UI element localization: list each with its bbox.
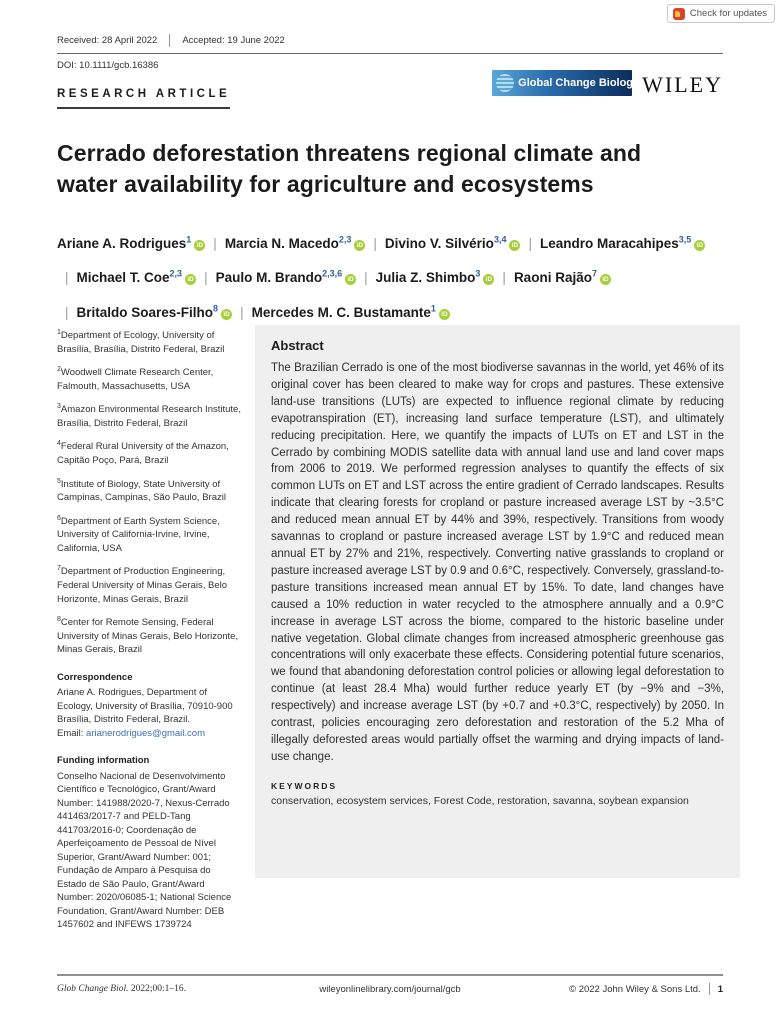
orcid-icon[interactable]: iD <box>483 274 494 285</box>
page-title: Cerrado deforestation threatens regional climate and water availability for agriculture and ecosystems <box>57 140 642 197</box>
affiliation-item: $^8$Center for Remote Sensing, Federal University of Minas Gerais, Belo Horizonte, Minas Gerais, Brazil <box>57 616 239 656</box>
affiliation-item: $^6$Department of Earth System Science, University of California-Irvine, Irvine, California, USA <box>57 514 220 554</box>
correspondence-heading: Correspondence <box>57 671 133 683</box>
author-separator: | <box>213 235 217 251</box>
author-affiliation-sup: 7 <box>591 268 597 279</box>
received-date: Received: 28 April 2022 <box>57 35 158 46</box>
article-type-label: RESEARCH ARTICLE <box>57 88 230 109</box>
author-separator: | <box>204 270 208 285</box>
author-separator: | <box>528 235 532 251</box>
affiliation-item: $^4$Federal Rural University of the Amazon, Capitão Poço, Pará, Brazil <box>57 440 229 467</box>
doi: DOI: 10.1111/gcb.16386 <box>57 60 159 71</box>
affiliation-item: $^2$Woodwell Climate Research Center, Falmouth, Massachusetts, USA <box>57 366 214 392</box>
page-number: 1 <box>717 983 723 995</box>
funding-text: Conselho Nacional de Desenvolvimento Científico e Tecnológico, Grant/Award Number: 141988/2020-7, Nexus-Cerrado 441463/2017-7 and PELD-Tang 441703/2016-0; Coordenação de Aperfeiçoamento de Pessoal de Nível Superior, Grant/Award Number: 001; Fundação de Amparo à Pesquisa do Estado de São Paulo, Grant/Award Number: 2020/06085-1; National Science Foundation, Grant/Award Number: DEB 1457602 and INFEWS 1739724 <box>57 770 232 931</box>
author-affiliation-sup: 2,3 <box>338 234 352 244</box>
author-separator: | <box>65 270 69 285</box>
publisher-logo: WILEY <box>642 72 723 97</box>
author: Michael T. Coe$^{2,3}$iD <box>77 270 197 285</box>
author-affiliation-sup: 1 <box>186 234 192 244</box>
authors-line <box>57 224 737 328</box>
author-affiliation-sup: 2,3 <box>169 268 183 279</box>
page-footer <box>57 974 723 995</box>
orcid-icon[interactable]: iD <box>185 274 196 285</box>
globe-icon <box>496 74 514 92</box>
check-for-updates-button[interactable] <box>667 4 775 23</box>
author: Marcia N. Macedo$^{2,3}$iD <box>225 236 366 251</box>
affiliation-item: $^1$Department of Ecology, University of Brasília, Brasília, Distrito Federal, Brazil <box>57 329 225 355</box>
author: Julia Z. Shimbo$^3$iD <box>376 270 495 285</box>
author-affiliation-sup: 2,3,6 <box>322 268 343 279</box>
journal-brand <box>492 70 723 96</box>
author: Leandro Maracahipes$^{3,5}$iD <box>540 236 705 251</box>
keywords-heading: KEYWORDS <box>271 780 338 791</box>
affiliation-item: $^3$Amazon Environmental Research Institute, Brasília, Distrito Federal, Brazil <box>57 403 241 429</box>
keywords-text: conservation, ecosystem services, Forest Code, restoration, savanna, soybean expansion <box>271 794 689 807</box>
author-separator: | <box>373 235 377 251</box>
author-separator: | <box>364 270 368 285</box>
abstract-heading: Abstract <box>271 338 324 353</box>
author: Divino V. Silvério$^{3,4}$iD <box>385 236 521 251</box>
check-for-updates-label: Check for updates <box>689 8 767 19</box>
left-column <box>57 326 242 932</box>
orcid-icon[interactable]: iD <box>354 240 365 251</box>
journal-citation: Glob Change Biol. 2022;00:1–16. <box>57 984 187 994</box>
crossmark-icon <box>673 8 685 20</box>
orcid-icon[interactable]: iD <box>509 240 520 251</box>
author: Raoni Rajão$^7$iD <box>514 270 611 285</box>
journal-logo <box>492 70 640 96</box>
header-divider <box>169 34 170 47</box>
journal-name: Global Change Biology <box>518 77 640 89</box>
correspondence-text: Ariane A. Rodrigues, Department of Ecology, University of Brasília, 70910-900 Brasília, Distrito Federal, Brazil. <box>57 687 233 726</box>
affiliations-list <box>57 326 242 657</box>
copyright: © 2022 John Wiley & Sons Ltd. <box>569 983 701 995</box>
author-affiliation-sup: 3,4 <box>493 234 507 244</box>
orcid-icon[interactable]: iD <box>694 240 705 251</box>
author-affiliation-sup: 3 <box>475 268 481 279</box>
affiliation-item: $^7$Department of Production Engineering, Federal University of Minas Gerais, Belo Horizonte, Minas Gerais, Brazil <box>57 565 228 605</box>
accepted-date: Accepted: 19 June 2022 <box>182 35 285 46</box>
author-separator: | <box>502 270 506 285</box>
author-affiliation-sup: 8 <box>213 303 219 313</box>
author-affiliation-sup: 1 <box>430 303 436 313</box>
orcid-icon[interactable]: iD <box>345 274 356 285</box>
author: Britaldo Soares-Filho$^8$iD <box>77 305 233 320</box>
header-meta <box>57 34 723 71</box>
orcid-icon[interactable]: iD <box>194 240 205 251</box>
author-separator: | <box>65 304 69 320</box>
abstract-text: The Brazilian Cerrado is one of the most biodiverse savannas in the world, yet 46% of its original cover has been cleared to make way for crops and pastures. These extensive land-use transitions (LUTs) are expected to influence regional climate by reducing evapotranspiration (ET), increasing land surface temperature (LST), and ultimately reducing precipitation. Here, we quantify the impacts of LUTs on ET and LST in the Cerrado by combining MODIS satellite data with annual land use and land cover maps from 2006 to 2019. We performed regression analyses to quantify the effects of six common LUTs on ET and LST across the entire gradient of Cerrado landscapes. Results indicate that clearing forests for cropland or pasture increased average LST by ~3.5°C and reduced mean annual ET by 44% and 39%, respectively. Transitions from woody savannas to cropland or pasture increased average LST by 1.9°C and reduced mean annual ET by 27% and 21%, respectively. Converting native grasslands to cropland or pasture increased average LST by 0.9 and 0.6°C, respectively. Conversely, grassland-to-pasture transitions increased mean annual ET by 15%. To date, land changes have caused a 10% reduction in water recycled to the atmosphere annually and a 0.9°C increase in average LST across the biome, compared to the historic baseline under native vegetation. Global climate changes from increased atmospheric greenhouse gas concentrations will only exacerbate these effects. Considering potential future scenarios, we found that abandoning deforestation control policies or allowing legal deforestation to continue (at least 28.4 Mha) would further reduce yearly ET (by −9% and −3%, respectively) and increase average LST (by +0.7 and +0.3°C, respectively) by 2050. In contrast, policies encouraging zero deforestation and restoration of the 5.2 Mha of illegally deforested areas would partially offset the warming and drying impacts of land-use change. <box>271 362 724 763</box>
author: Ariane A. Rodrigues$^1$iD <box>57 236 205 251</box>
author: Mercedes M. C. Bustamante$^1$iD <box>252 305 450 320</box>
email-link[interactable]: arianerodrigues@gmail.com <box>86 727 205 739</box>
page-number-divider <box>709 983 710 995</box>
orcid-icon[interactable]: iD <box>221 309 232 320</box>
funding-heading: Funding information <box>57 755 150 767</box>
orcid-icon[interactable]: iD <box>439 309 450 320</box>
author-affiliation-sup: 3,5 <box>678 234 692 244</box>
email-label: Email: <box>57 727 87 739</box>
journal-url: wileyonlinelibrary.com/journal/gcb <box>319 983 461 995</box>
affiliation-item: $^5$Institute of Biology, State University of Campinas, Campinas, São Paulo, Brazil <box>57 477 226 504</box>
author: Paulo M. Brando$^{2,3,6}$iD <box>216 270 357 285</box>
correspondence-email-line <box>57 727 242 741</box>
abstract-box <box>255 325 740 878</box>
author-separator: | <box>240 304 244 320</box>
orcid-icon[interactable]: iD <box>600 274 611 285</box>
